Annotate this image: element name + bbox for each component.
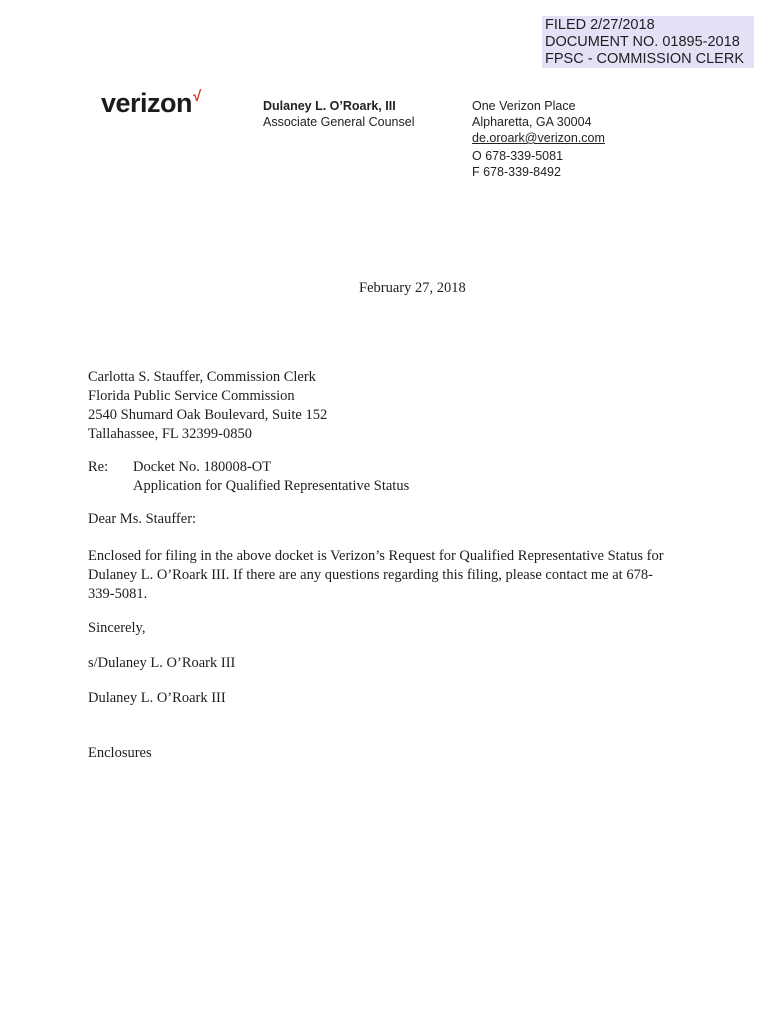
address-line-1: One Verizon Place <box>472 99 576 113</box>
email-link[interactable]: de.oroark@verizon.com <box>472 131 605 145</box>
logo-wordmark: verizon <box>101 88 193 118</box>
fax-number: F 678-339-8492 <box>472 165 561 179</box>
office-phone: O 678-339-5081 <box>472 149 564 163</box>
letter-date: February 27, 2018 <box>359 280 466 296</box>
contact-block <box>472 98 605 180</box>
recipient-line-3: 2540 Shumard Oak Boulevard, Suite 152 <box>88 407 328 423</box>
recipient-line-2: Florida Public Service Commission <box>88 388 295 404</box>
closing: Sincerely, <box>88 620 146 636</box>
filing-stamp <box>542 16 754 68</box>
salutation: Dear Ms. Stauffer: <box>88 511 197 527</box>
sender-block <box>263 98 414 130</box>
sender-name: Dulaney L. O’Roark, III <box>263 99 396 113</box>
signer-name: Dulaney L. O’Roark III <box>88 690 226 706</box>
subject-label: Re: <box>88 459 109 475</box>
subject-lines <box>133 458 409 496</box>
stamp-clerk: FPSC - COMMISSION CLERK <box>545 51 744 67</box>
address-line-2: Alpharetta, GA 30004 <box>472 115 592 129</box>
subject-title: Application for Qualified Representative Status <box>133 478 410 494</box>
recipient-address <box>88 368 327 444</box>
body-paragraph: Enclosed for filing in the above docket is Verizon’s Request for Qualified Representative Status for Dulaney L. O’Roark III. If there are any questions regarding this filing, please contact me at 678-339-5081. <box>88 548 664 602</box>
checkmark-icon: √ <box>193 88 201 105</box>
stamp-filed-date: FILED 2/27/2018 <box>545 17 655 33</box>
docket-number: Docket No. 180008-OT <box>133 459 272 475</box>
sender-title: Associate General Counsel <box>263 115 415 129</box>
verizon-logo <box>101 88 200 119</box>
electronic-signature: s/Dulaney L. O’Roark III <box>88 655 236 671</box>
recipient-line-4: Tallahassee, FL 32399-0850 <box>88 426 252 442</box>
recipient-line-1: Carlotta S. Stauffer, Commission Clerk <box>88 369 316 385</box>
enclosures-note: Enclosures <box>88 745 152 761</box>
stamp-document-number: DOCUMENT NO. 01895-2018 <box>545 34 740 50</box>
